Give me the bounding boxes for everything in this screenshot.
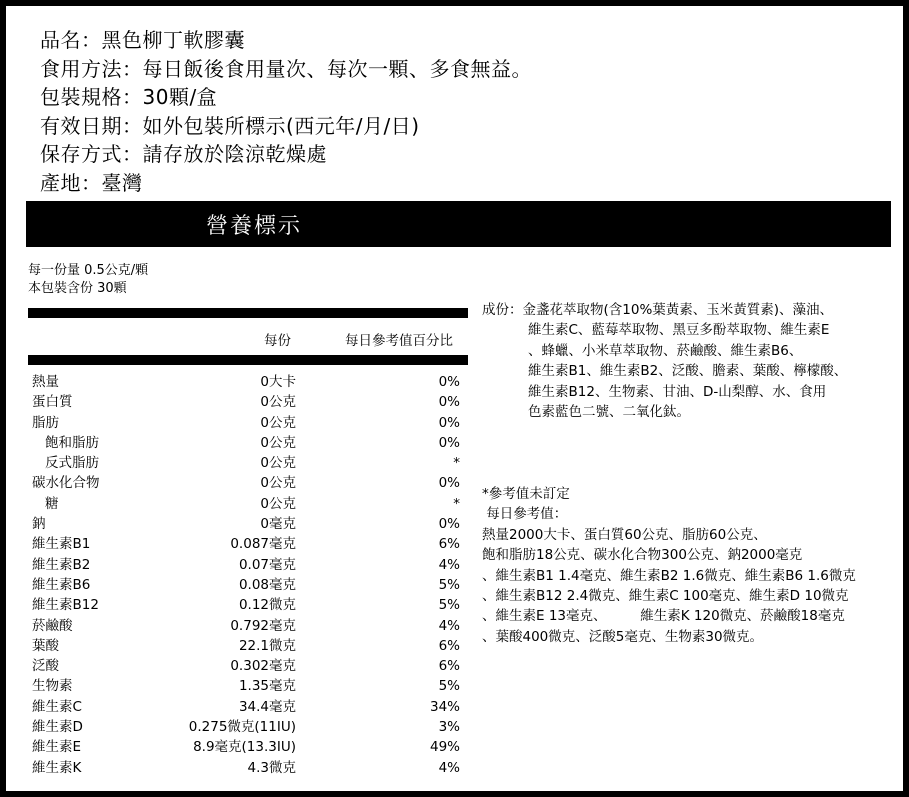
nutrient-name: 碳水化合物: [32, 475, 100, 492]
ingredients-line: 色素藍色二號、二氧化鈦。: [528, 404, 690, 421]
table-top-rule: [28, 308, 468, 318]
reference-line: 每日參考值：: [482, 506, 568, 523]
nutrient-amount: 0.12微克: [238, 597, 296, 614]
nutrient-daily-pct: 34%: [429, 698, 460, 715]
nutrient-amount: 0公克: [260, 495, 296, 512]
nutrition-title: 營養標示: [206, 214, 303, 239]
nutrient-amount: 0.275微克(11IU): [188, 719, 296, 736]
nutrient-amount: 0大卡: [260, 374, 296, 390]
reference-line: *參考值未訂定: [482, 486, 570, 502]
nutrient-name: 維生素B1: [32, 536, 91, 553]
reference-line: 、維生素B1 1.4毫克、維生素B2 1.6微克、維生素B6 1.6微克: [482, 567, 856, 584]
nutrient-name: 熱量: [32, 374, 59, 390]
table-row: [28, 717, 468, 737]
nutrient-daily-pct: 5%: [438, 576, 460, 593]
nutrient-name: 維生素C: [32, 698, 82, 715]
table-row: [28, 413, 468, 433]
table-row: [28, 616, 468, 636]
nutrient-amount: 0.792毫克: [230, 617, 296, 634]
table-row: [28, 392, 468, 412]
ingredients-line: 維生素B12、生物素、甘油、D-山梨醇、水、食用: [528, 383, 827, 400]
table-row: [28, 676, 468, 696]
nutrient-daily-pct: 4%: [438, 617, 460, 634]
reference-block: [482, 484, 856, 647]
nutrient-daily-pct: 0%: [438, 414, 460, 431]
nutrient-daily-pct: 3%: [438, 719, 460, 736]
ingredients-line: 維生素B1、維生素B2、泛酸、膽素、葉酸、檸檬酸、: [528, 363, 848, 380]
reference-line: 飽和脂肪18公克、碳水化合物300公克、鈉2000毫克: [482, 547, 803, 564]
reference-line: 熱量2000大卡、蛋白質60公克、脂肪60公克、: [482, 526, 767, 543]
table-row: [28, 534, 468, 554]
nutrient-daily-pct: 5%: [438, 678, 460, 695]
table-row: [28, 372, 468, 392]
serving-info: [28, 262, 148, 298]
ingredients-line: 、蜂蠟、小米草萃取物、菸鹼酸、維生素B6、: [528, 342, 803, 359]
serving-size: 每一份量 0.5公克/顆: [28, 263, 149, 278]
nutrient-amount: 8.9毫克(13.3IU): [193, 739, 296, 756]
table-row: [28, 697, 468, 717]
nutrient-name: 鈉: [32, 516, 46, 533]
nutrient-daily-pct: 6%: [438, 637, 460, 654]
table-row: [28, 514, 468, 534]
ingredients-line: 維生素C、藍莓萃取物、黑豆多酚萃取物、維生素E: [528, 322, 830, 339]
nutrient-name: 葉酸: [32, 637, 59, 654]
nutrient-daily-pct: 0%: [438, 475, 460, 492]
ingredients-line: 成份：金盞花萃取物(含10%葉黃素、玉米黃質素)、藻油、: [482, 302, 834, 318]
nutrient-name: 維生素B6: [32, 576, 91, 593]
info-package: 包裝規格：30顆/盒: [40, 85, 218, 109]
table-row: [28, 595, 468, 615]
nutrient-name: 維生素K: [32, 759, 82, 776]
nutrient-amount: 0.087毫克: [230, 536, 296, 553]
servings-per-package: 本包裝含份 30顆: [28, 281, 127, 296]
nutrient-amount: 0公克: [260, 414, 296, 431]
nutrient-daily-pct: 49%: [429, 739, 460, 756]
nutrient-daily-pct: 4%: [438, 759, 460, 776]
nutrient-name: 反式脂肪: [45, 455, 99, 472]
nutrient-name: 糖: [45, 495, 59, 512]
nutrient-amount: 0.08毫克: [238, 576, 296, 593]
nutrient-name: 維生素E: [32, 739, 82, 756]
table-row: [28, 758, 468, 778]
nutrient-amount: 0公克: [260, 434, 296, 451]
nutrient-amount: 0.302毫克: [230, 658, 296, 675]
ingredients-block: [482, 300, 847, 422]
table-row: [28, 453, 468, 473]
nutrient-amount: 0公克: [260, 475, 296, 492]
nutrient-amount: 0公克: [260, 394, 296, 411]
table-row: [28, 433, 468, 453]
nutrition-rows: [28, 372, 468, 778]
nutrition-title-banner: [26, 201, 891, 247]
product-info: [40, 26, 532, 197]
table-row: [28, 555, 468, 575]
nutrient-name: 維生素B2: [32, 556, 91, 573]
nutrient-daily-pct: *: [453, 495, 460, 512]
info-expiry: 有效日期：如外包裝所標示(西元年/月/日): [40, 113, 420, 138]
nutrient-amount: 4.3微克: [247, 759, 296, 776]
reference-line: 、維生素E 13毫克、 維生素K 120微克、菸鹼酸18毫克: [482, 608, 845, 625]
info-product-name: 品名：黑色柳丁軟膠囊: [40, 28, 245, 52]
header-per-serving: 每份: [264, 333, 291, 349]
nutrient-daily-pct: 6%: [438, 536, 460, 553]
nutrient-name: 蛋白質: [32, 394, 73, 411]
nutrient-amount: 22.1微克: [238, 637, 296, 654]
table-row: [28, 473, 468, 493]
nutrient-daily-pct: 4%: [438, 556, 460, 573]
nutrient-daily-pct: *: [453, 455, 460, 472]
info-origin: 產地：臺灣: [40, 170, 143, 195]
nutrient-amount: 0毫克: [260, 516, 296, 533]
nutrient-name: 維生素B12: [32, 597, 99, 614]
nutrient-name: 菸鹼酸: [32, 617, 73, 634]
table-row: [28, 636, 468, 656]
nutrient-amount: 0公克: [260, 455, 296, 472]
table-header-rule: [28, 355, 468, 365]
nutrient-daily-pct: 0%: [438, 394, 460, 411]
info-usage: 食用方法：每日飯後食用量次、每次一顆、多食無益。: [40, 56, 532, 81]
nutrient-name: 生物素: [32, 678, 73, 695]
nutrient-daily-pct: 0%: [438, 516, 460, 533]
nutrient-daily-pct: 0%: [438, 434, 460, 451]
header-daily-value: 每日參考值百分比: [345, 333, 453, 349]
nutrient-name: 維生素D: [32, 719, 83, 736]
nutrient-daily-pct: 6%: [438, 658, 460, 675]
nutrient-amount: 1.35毫克: [238, 678, 296, 695]
nutrient-name: 泛酸: [32, 658, 59, 675]
reference-line: 、葉酸400微克、泛酸5毫克、生物素30微克。: [482, 628, 764, 645]
table-row: [28, 737, 468, 757]
nutrient-amount: 0.07毫克: [238, 556, 296, 573]
table-row: [28, 656, 468, 676]
reference-line: 、維生素B12 2.4微克、維生素C 100毫克、維生素D 10微克: [482, 588, 849, 605]
nutrient-name: 飽和脂肪: [45, 434, 99, 451]
nutrient-name: 脂肪: [32, 414, 59, 431]
table-row: [28, 494, 468, 514]
nutrient-amount: 34.4毫克: [238, 698, 296, 715]
info-storage: 保存方式：請存放於陰涼乾燥處: [40, 142, 327, 166]
table-row: [28, 575, 468, 595]
nutrient-daily-pct: 5%: [438, 597, 460, 614]
nutrient-daily-pct: 0%: [438, 374, 460, 390]
